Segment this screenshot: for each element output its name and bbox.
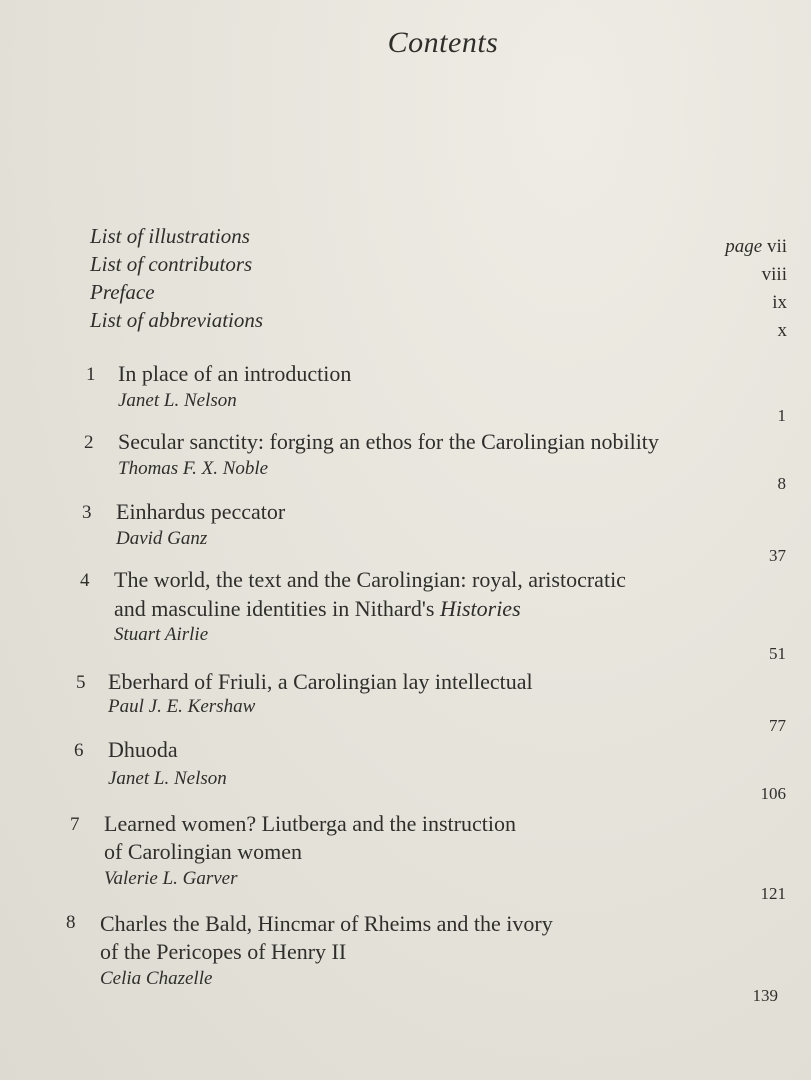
front-matter-item: List of contributors (90, 252, 253, 276)
chapter-page: 51 (769, 644, 786, 663)
chapter-number: 4 (80, 570, 90, 591)
chapter-number: 3 (82, 502, 92, 523)
chapter-entry (0, 498, 786, 568)
chapter-page: 121 (760, 884, 786, 903)
page-prefix: page (725, 236, 763, 257)
chapter-entry (0, 810, 786, 906)
front-matter-item: Preface (90, 280, 155, 304)
chapter-title: Charles the Bald, Hincmar of Rheims and the ivory (100, 911, 553, 936)
front-matter-page: viii (761, 264, 787, 285)
chapter-title: Einhardus peccator (116, 499, 286, 524)
chapter-title-text: and masculine identities in Nithard's (114, 596, 435, 621)
chapter-page: 106 (760, 784, 786, 803)
chapter-number: 5 (76, 672, 86, 693)
front-matter-page: x (777, 320, 787, 341)
chapter-author: Valerie L. Garver (104, 868, 238, 889)
chapter-title: Secular sanctity: forging an ethos for the Carolingian nobility (118, 429, 659, 454)
front-matter-page (725, 236, 787, 258)
chapter-page: 139 (752, 986, 778, 1005)
chapter-author: Paul J. E. Kershaw (108, 696, 256, 717)
front-matter-list (90, 222, 263, 334)
chapter-author: Janet L. Nelson (118, 390, 237, 411)
chapter-author: Stuart Airlie (114, 624, 209, 645)
chapter-title: The world, the text and the Carolingian: royal, aristocratic (114, 567, 626, 592)
chapter-entry (0, 360, 786, 430)
chapter-title: Dhuoda (108, 737, 178, 762)
chapter-number: 2 (84, 432, 94, 453)
chapter-page: 1 (777, 406, 786, 425)
chapter-number: 1 (86, 364, 96, 385)
chapter-title: of the Pericopes of Henry II (100, 939, 347, 964)
chapter-author: Celia Chazelle (100, 968, 213, 989)
chapter-title: Eberhard of Friuli, a Carolingian lay intellectual (108, 669, 533, 694)
chapter-author: David Ganz (116, 528, 208, 549)
chapter-title: of Carolingian women (104, 839, 302, 864)
chapter-number: 6 (74, 740, 84, 761)
chapter-page: 77 (769, 716, 786, 735)
chapter-page: 37 (769, 546, 786, 565)
chapter-entry (0, 668, 786, 738)
chapter-title-line (114, 595, 521, 623)
page-title: Contents (387, 26, 499, 59)
chapter-entry (0, 910, 786, 1010)
chapter-entry (0, 736, 786, 806)
front-matter-item: List of abbreviations (90, 308, 264, 332)
page-number: vii (766, 236, 787, 257)
chapter-title-italic: Histories (439, 596, 521, 621)
chapter-title: Learned women? Liutberga and the instruction (104, 811, 516, 836)
chapter-number: 7 (70, 814, 80, 835)
chapter-title: In place of an introduction (118, 361, 352, 386)
chapter-author: Thomas F. X. Noble (118, 458, 269, 479)
chapter-author: Janet L. Nelson (108, 768, 227, 789)
chapter-number: 8 (66, 912, 76, 933)
front-matter-item: List of illustrations (90, 224, 250, 248)
chapter-page: 8 (777, 474, 786, 493)
chapter-entry (0, 428, 786, 498)
front-matter-page: ix (772, 292, 787, 313)
chapter-entry (0, 566, 786, 666)
